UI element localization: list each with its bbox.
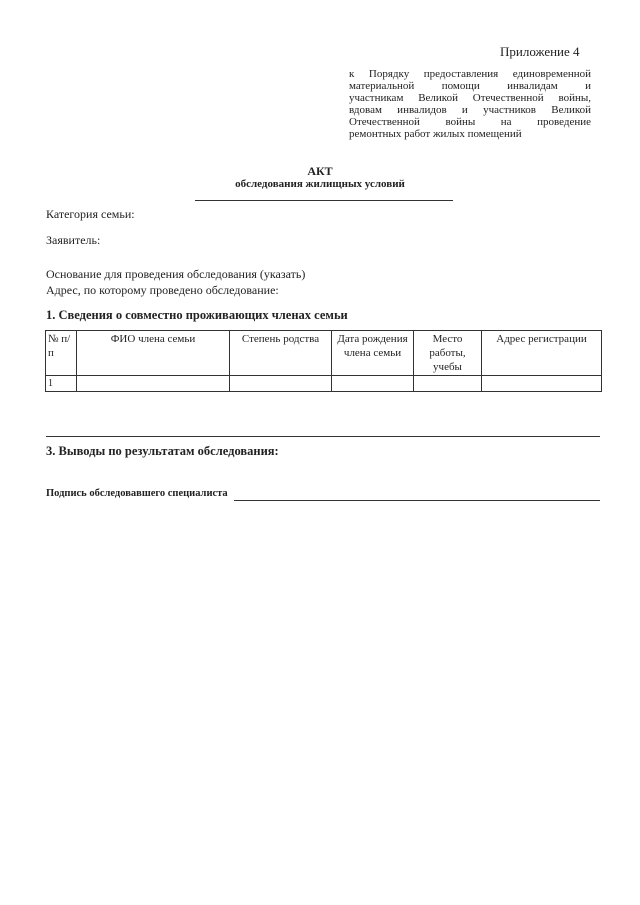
table-cell-registration <box>482 376 602 392</box>
family-category-label: Категория семьи: <box>46 207 135 221</box>
address-label: Адрес, по которому проведено обследование: <box>46 283 279 297</box>
basis-label: Основание для проведения обследования (указать) <box>46 267 306 281</box>
applicant-label: Заявитель: <box>46 233 101 247</box>
column-header-birthdate: Дата рождения члена семьи <box>332 331 414 376</box>
appendix-note-line: материальной помощи инвалидам и <box>349 80 591 92</box>
table-row <box>46 376 602 392</box>
appendix-note-line: к Порядку предоставления единовременной <box>349 68 591 80</box>
signature-line <box>234 500 600 501</box>
section-3-title: 3. Выводы по результатам обследования: <box>46 444 279 458</box>
title-underline <box>195 200 453 201</box>
appendix-note-line: участникам Великой Отечественной войны, <box>349 92 591 104</box>
column-header-workplace: Место работы, учебы <box>414 331 482 376</box>
section-separator-line <box>46 436 600 437</box>
column-header-registration: Адрес регистрации <box>482 331 602 376</box>
appendix-note-line: Отечественной войны на проведение <box>349 116 591 128</box>
appendix-note-line: ремонтных работ жилых помещений <box>349 128 522 140</box>
family-members-table <box>45 330 602 392</box>
appendix-label: Приложение 4 <box>500 44 580 59</box>
column-header-relation: Степень родства <box>230 331 332 376</box>
table-cell-number: 1 <box>46 376 77 392</box>
column-header-name: ФИО члена семьи <box>77 331 230 376</box>
table-header-row <box>46 331 602 376</box>
signature-label: Подпись обследовавшего специалиста <box>46 488 228 499</box>
table-cell-relation <box>230 376 332 392</box>
section-1-title: 1. Сведения о совместно проживающих членах семьи <box>46 308 348 322</box>
document-title: АКТ <box>307 164 333 178</box>
table-cell-workplace <box>414 376 482 392</box>
appendix-note-line: вдовам инвалидов и участников Великой <box>349 104 591 116</box>
column-header-number: № п/п <box>46 331 77 376</box>
document-subtitle: обследования жилищных условий <box>235 178 405 190</box>
appendix-note <box>349 68 591 140</box>
table-cell-birthdate <box>332 376 414 392</box>
table-cell-name <box>77 376 230 392</box>
